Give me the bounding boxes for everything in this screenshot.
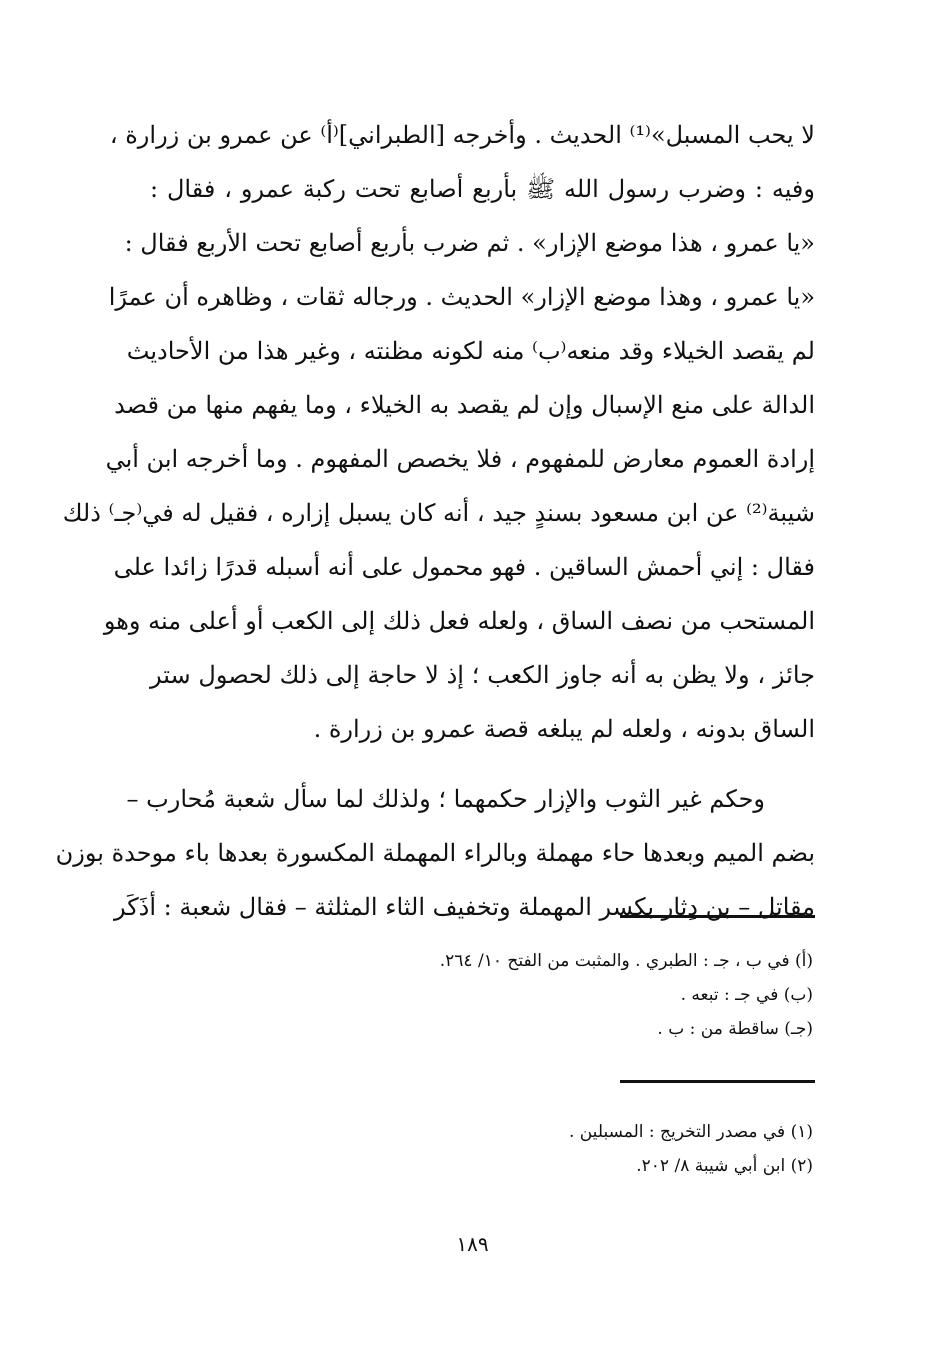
text-line: جائز ، ولا يظن به أنه جاوز الكعب ؛ إذ لا حاجة إلى ذلك لحصول ستر	[150, 661, 815, 689]
text-line: «يا عمرو ، وهذا موضع الإزار» الحديث . ورجاله ثقات ، وظاهره أن عمرًا	[108, 283, 815, 311]
footnote: (٢) ابن أبي شيبة ٨/ ٢٠٢.	[636, 1156, 813, 1176]
footnote: (١) في مصدر التخريج : المسبلين .	[568, 1122, 813, 1142]
main-text	[55, 108, 815, 934]
text-line: لم يقصد الخيلاء وقد منعه⁽ب⁾ منه لكونه مظنته ، وغير هذا من الأحاديث	[126, 337, 815, 365]
text-line: فقال : إني أحمش الساقين . فهو محمول على أنه أسبله قدرًا زائدا على	[113, 553, 815, 581]
footnote-divider	[620, 1080, 815, 1083]
footnotes-numbers	[150, 1115, 813, 1183]
text-line: وفيه : وضرب رسول الله ﷺ بأربع أصابع تحت ركبة عمرو ، فقال :	[150, 175, 815, 203]
page-number: ١٨٩	[456, 1232, 489, 1256]
text-line: «يا عمرو ، هذا موضع الإزار» . ثم ضرب بأربع أصابع تحت الأربع فقال :	[124, 229, 815, 257]
text-line: شيبة⁽²⁾ عن ابن مسعود بسندٍ جيد ، أنه كان يسبل إزاره ، فقيل له في⁽جـ⁾ ذلك	[62, 499, 815, 527]
footnotes-letters	[150, 944, 813, 1046]
text-line: الدالة على منع الإسبال وإن لم يقصد به الخيلاء ، وما يفهم منها من قصد	[114, 391, 815, 419]
footnote: (جـ) ساقطة من : ب .	[657, 1019, 813, 1039]
text-line: بضم الميم وبعدها حاء مهملة وبالراء المهملة المكسورة بعدها باء موحدة بوزن	[55, 839, 815, 867]
text-line: مقاتل – بن دِثار بكسر المهملة وتخفيف الثاء المثلثة – فقال شعبة : أذَكَر	[114, 893, 815, 921]
text-line: الساق بدونه ، ولعله لم يبلغه قصة عمرو بن زرارة .	[313, 715, 815, 743]
text-line: لا يحب المسبل»⁽¹⁾ الحديث . وأخرجه [الطبراني]⁽أ⁾ عن عمرو بن زرارة ،	[109, 121, 815, 149]
paragraph-gap	[150, 756, 815, 772]
footnote: (أ) في ب ، جـ : الطبري . والمثبت من الفتح ١٠/ ٢٦٤.	[439, 951, 813, 971]
footnote-divider	[620, 915, 815, 918]
text-line: وحكم غير الثوب والإزار حكمهما ؛ ولذلك لما سأل شعبة مُحارب –	[126, 785, 765, 813]
footnote: (ب) في جـ : تبعه .	[680, 985, 813, 1005]
text-line: المستحب من نصف الساق ، ولعله فعل ذلك إلى الكعب أو أعلى منه وهو	[103, 607, 815, 635]
text-line: إرادة العموم معارض للمفهوم ، فلا يخصص المفهوم . وما أخرجه ابن أبي	[105, 445, 815, 473]
